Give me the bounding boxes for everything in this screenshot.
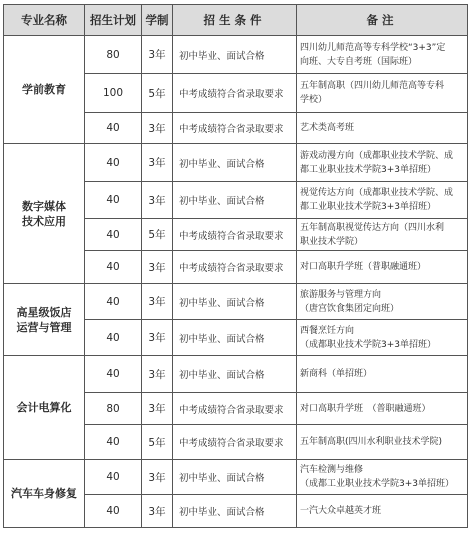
major-name-line: 学前教育 [22,83,66,96]
note-line: 游戏动漫方向（成都职业技术学院、成 [300,150,454,161]
condition-cell: 中考成绩符合省录取要求 [173,425,297,460]
note-cell [297,182,468,219]
major-name-line: 数字媒体 [22,199,66,213]
header-major: 专业名称 [4,5,85,36]
note-line: 西餐烹饪方向 [300,325,355,336]
plan-cell: 40 [85,251,142,284]
note-line: 视觉传达方向（成都职业技术学院、成 [300,188,454,198]
years-cell: 5年 [142,219,173,251]
years-cell: 5年 [142,74,173,113]
note-line: 对口高职升学班 （普职融通班） [300,403,431,414]
condition-cell: 初中毕业、面试合格 [173,356,297,393]
plan-cell: 40 [85,144,142,182]
plan-cell: 80 [85,393,142,425]
years-cell: 3年 [142,495,173,528]
note-line: 五年制高职(四川水利职业技术学院) [300,437,443,447]
major-name-line: 运营与管理 [16,320,72,334]
major-name-line: 会计电算化 [16,401,72,414]
header-years: 学制 [142,5,173,36]
note-line: 职业技术学院） [300,236,364,247]
condition-cell: 初中毕业、面试合格 [173,460,297,495]
note-line: 对口高职升学班（普职融通班） [300,262,427,272]
years-cell: 3年 [142,182,173,219]
condition-cell: 初中毕业、面试合格 [173,284,297,320]
note-cell [297,356,468,393]
note-line: 五年制高职视觉传达方向（四川水利 [300,222,445,233]
major-name-cell [4,460,85,528]
condition-cell: 初中毕业、面试合格 [173,320,297,356]
note-cell [297,393,468,425]
table-row [4,356,468,393]
condition-cell: 初中毕业、面试合格 [173,495,297,528]
note-cell [297,284,468,320]
major-name-cell [4,356,85,460]
condition-cell: 中考成绩符合省录取要求 [173,113,297,144]
note-cell [297,495,468,528]
years-cell: 3年 [142,144,173,182]
note-line: 都工业职业技术学院3+3单招班） [300,164,436,175]
note-line: （唐宫饮食集团定向班） [300,303,400,314]
condition-cell: 初中毕业、面试合格 [173,36,297,74]
major-name-cell [4,144,85,284]
years-cell: 5年 [142,425,173,460]
condition-cell: 中考成绩符合省录取要求 [173,251,297,284]
plan-cell: 40 [85,425,142,460]
table-row [4,36,468,74]
major-name-line: 高星级饭店 [16,305,72,319]
note-cell [297,251,468,284]
plan-cell: 40 [85,284,142,320]
plan-cell: 80 [85,36,142,74]
table-body [4,36,468,528]
note-cell [297,460,468,495]
header-note: 备注 [297,5,468,36]
note-line: 四川幼儿师范高等专科学校“3+3”定 [300,42,446,53]
note-line: 都工业职业技术学院3+3单招班） [300,202,436,212]
note-cell [297,113,468,144]
plan-cell: 40 [85,495,142,528]
years-cell: 3年 [142,356,173,393]
major-name-line: 技术应用 [22,214,66,228]
plan-cell: 40 [85,182,142,219]
condition-cell: 初中毕业、面试合格 [173,144,297,182]
table-row [4,460,468,495]
years-cell: 3年 [142,251,173,284]
enrollment-table [3,4,468,528]
note-line: 学校） [300,95,328,105]
note-line: 向班、大专自考班（国际班） [300,56,418,67]
note-cell [297,36,468,74]
years-cell: 3年 [142,393,173,425]
condition-cell: 中考成绩符合省录取要求 [173,219,297,251]
note-line: 一汽大众卓越英才班 [300,506,382,516]
note-cell [297,74,468,113]
major-name-cell [4,284,85,356]
note-line: （成都工业职业技术学院3+3单招班） [300,479,454,489]
note-cell [297,425,468,460]
note-line: 艺术类高考班 [300,123,355,133]
condition-cell: 中考成绩符合省录取要求 [173,393,297,425]
years-cell: 3年 [142,113,173,144]
plan-cell: 40 [85,219,142,251]
years-cell: 3年 [142,460,173,495]
note-cell [297,219,468,251]
years-cell: 3年 [142,36,173,74]
note-line: 旅游服务与管理方向 [300,289,382,300]
major-name-line: 汽车车身修复 [11,487,77,500]
note-line: （成都职业技术学院3+3单招班） [300,339,436,350]
years-cell: 3年 [142,320,173,356]
major-name-cell [4,36,85,144]
note-line: 汽车检测与维修 [300,465,364,475]
table-row [4,284,468,320]
note-line: 新商科（单招班） [300,369,373,379]
note-line: 五年制高职（四川幼儿师范高等专科 [300,81,445,91]
note-cell [297,144,468,182]
plan-cell: 40 [85,320,142,356]
plan-cell: 100 [85,74,142,113]
condition-cell: 初中毕业、面试合格 [173,182,297,219]
condition-cell: 中考成绩符合省录取要求 [173,74,297,113]
plan-cell: 40 [85,113,142,144]
header-condition: 招生条件 [173,5,297,36]
table-row [4,144,468,182]
note-cell [297,320,468,356]
plan-cell: 40 [85,356,142,393]
header-row [4,5,468,36]
years-cell: 3年 [142,284,173,320]
plan-cell: 40 [85,460,142,495]
header-plan: 招生计划 [85,5,142,36]
